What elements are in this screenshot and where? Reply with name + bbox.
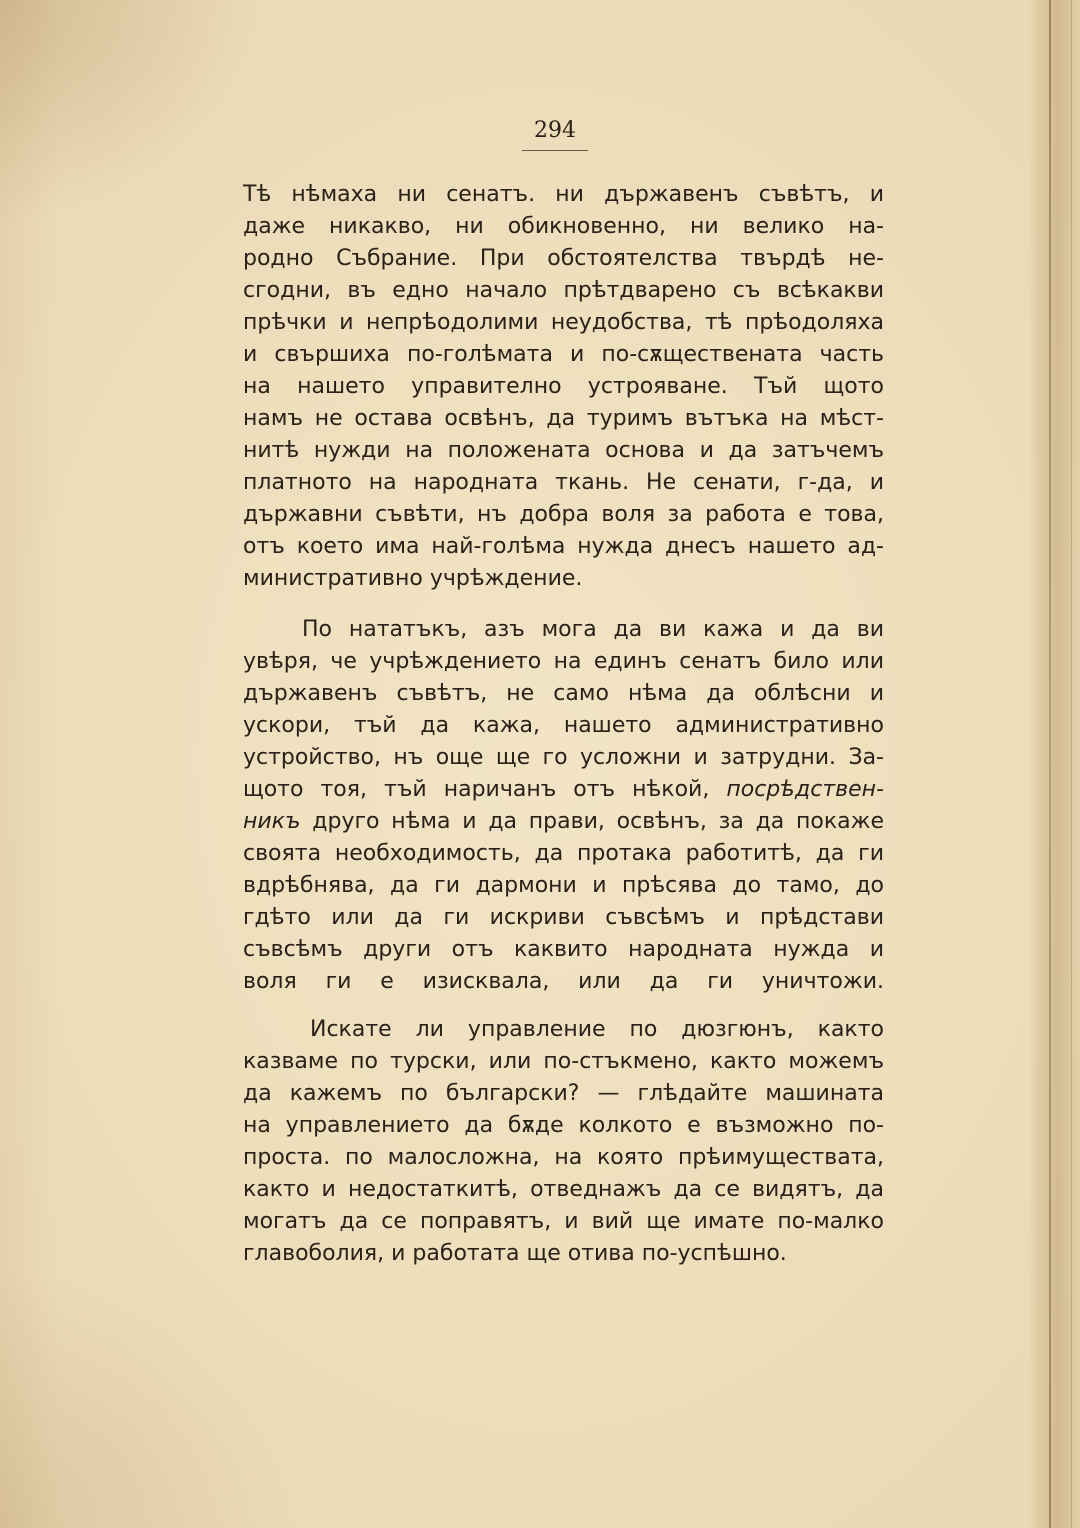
text-line: съвсѣмъ други отъ каквито народната нужда и [243, 937, 884, 962]
text-line: нитѣ нужди на положената основа и да затъчемъ [243, 438, 884, 463]
text-line: на нашето управително устрояване. Тъй щото [243, 374, 884, 399]
text-line: проста. по малосложна, на която прѣимуществата, [243, 1145, 884, 1170]
text-line: устройство, нъ още ще го усложни и затрудни. За- [243, 745, 884, 770]
text-line: държавни съвѣти, нъ добра воля за работа е това, [243, 502, 884, 527]
binding-fold-line [1049, 0, 1051, 1528]
text-line: Искате ли управление по дюзгюнъ, както [310, 1017, 884, 1042]
text-line: министративно учрѣждение. [243, 566, 583, 591]
text-line: и свършиха по-голѣмата и по-сѫществената часть [243, 342, 884, 367]
text-line: да кажемъ по български? — глѣдайте машината [243, 1081, 884, 1106]
text-segment: щото тоя, тъй наричанъ отъ нѣкой, [243, 777, 727, 802]
text-line: намъ не остава освѣнъ, да туримъ вътъка на мѣст- [243, 406, 884, 431]
page-edge-line [1071, 0, 1072, 1528]
italic-term: никъ [243, 809, 301, 834]
text-line: увѣря, че учрѣждението на единъ сенатъ било или [243, 649, 884, 674]
page-number-rule [522, 150, 588, 151]
text-line [243, 806, 884, 838]
text-line: гдѣто или да ги искриви съвсѣмъ и прѣдстави [243, 905, 884, 930]
text-line: По нататъкъ, азъ мога да ви кажа и да ви [302, 617, 884, 642]
paragraph-3 [243, 1014, 884, 1270]
text-line: сгодни, въ едно начало прѣтдварено съ всѣкакви [243, 278, 884, 303]
paragraph-1 [243, 179, 884, 595]
italic-term: посрѣдствен- [726, 777, 884, 802]
text-line: ускори, тъй да кажа, нашето административно [243, 713, 884, 738]
text-line: вдрѣбнява, да ги дармони и прѣсява до тамо, до [243, 873, 884, 898]
text-line: могатъ да се поправятъ, и вий ще имате по-малко [243, 1209, 884, 1234]
text-line: прѣчки и непрѣодолими неудобства, тѣ прѣодоляха [243, 310, 884, 335]
text-line: своята необходимость, да протака работитѣ, да ги [243, 841, 884, 866]
text-line: родно Събрание. При обстоятелства твърдѣ не- [243, 246, 884, 271]
text-line: отъ което има най-голѣма нужда днесъ нашето ад- [243, 534, 884, 559]
text-line: платното на народната ткань. Не сенати, г-да, и [243, 470, 884, 495]
text-line [243, 774, 884, 806]
text-line: на управлението да бѫде колкото е възможно по- [243, 1113, 884, 1138]
text-line: воля ги е изисквала, или да ги уничтожи. [243, 969, 884, 994]
text-line: главоболия, и работата ще отива по-успѣшно. [243, 1241, 787, 1266]
page-number: 294 [534, 118, 576, 143]
text-line: даже никакво, ни обикновенно, ни велико на- [243, 214, 884, 239]
paragraph-2 [243, 614, 884, 998]
text-segment: друго нѣма и да прави, освѣнъ, за да покаже [300, 809, 884, 834]
page-edge-shadow [1028, 0, 1080, 1528]
text-line: казваме по турски, или по-стъкмено, както можемъ [243, 1049, 884, 1074]
text-line: както и недостаткитѣ, отведнажъ да се видятъ, да [243, 1177, 884, 1202]
text-line: Тѣ нѣмаха ни сенатъ. ни държавенъ съвѣтъ, и [243, 182, 884, 207]
text-line: държавенъ съвѣтъ, не само нѣма да облѣсни и [243, 681, 884, 706]
